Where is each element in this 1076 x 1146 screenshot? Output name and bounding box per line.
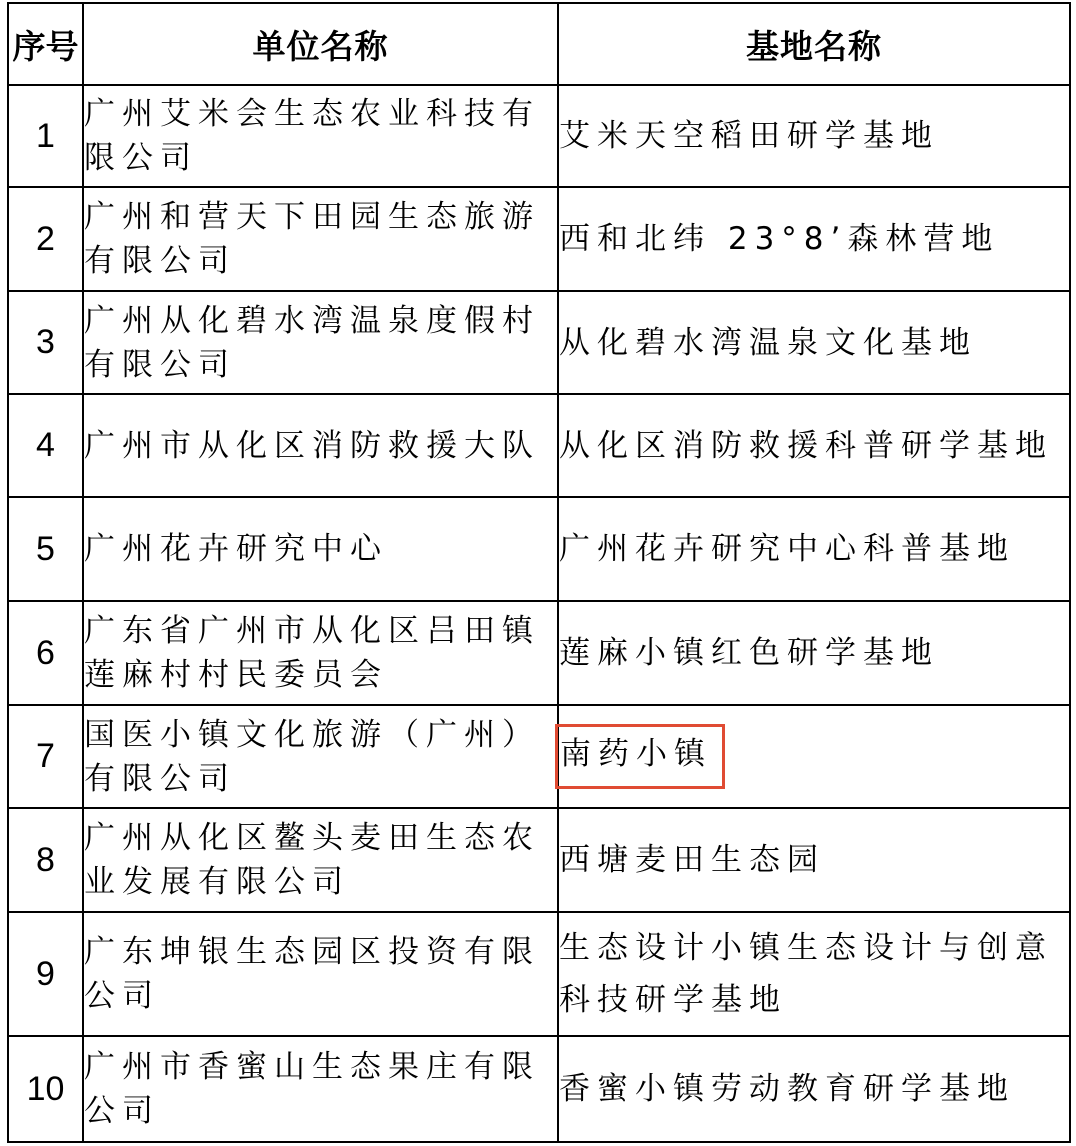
table-row <box>8 1036 1070 1142</box>
row-index: 4 <box>8 394 83 497</box>
row-unit-name: 广州市香蜜山生态果庄有限公司 <box>83 1036 558 1142</box>
table-row <box>8 808 1070 912</box>
row-base-name: 广州花卉研究中心科普基地 <box>558 497 1070 601</box>
row-index: 6 <box>8 601 83 705</box>
row-base-name: 从化区消防救援科普研学基地 <box>558 394 1070 497</box>
table-row <box>8 705 1070 808</box>
row-unit-name: 广东坤银生态园区投资有限公司 <box>83 912 558 1036</box>
row-index: 7 <box>8 705 83 808</box>
table-row <box>8 912 1070 1036</box>
row-base-name: 生态设计小镇生态设计与创意科技研学基地 <box>558 912 1070 1036</box>
row-index: 8 <box>8 808 83 912</box>
row-base-name: 莲麻小镇红色研学基地 <box>558 601 1070 705</box>
header-unit-name: 单位名称 <box>83 3 558 85</box>
row-base-name: 西塘麦田生态园 <box>558 808 1070 912</box>
row-base-name-cell <box>558 705 1070 808</box>
base-list-table <box>7 2 1071 1143</box>
table-row <box>8 291 1070 394</box>
row-base-name: 从化碧水湾温泉文化基地 <box>558 291 1070 394</box>
row-unit-name: 广州从化区鳌头麦田生态农业发展有限公司 <box>83 808 558 912</box>
row-index: 5 <box>8 497 83 601</box>
row-index: 9 <box>8 912 83 1036</box>
table-row <box>8 187 1070 291</box>
highlight-box <box>555 724 725 789</box>
table-row <box>8 85 1070 187</box>
row-unit-name: 广州市从化区消防救援大队 <box>83 394 558 497</box>
table-row <box>8 601 1070 705</box>
row-unit-name: 广东省广州市从化区吕田镇莲麻村村民委员会 <box>83 601 558 705</box>
row-base-name: 西和北纬 23°8’森林营地 <box>558 187 1070 291</box>
row-index: 3 <box>8 291 83 394</box>
row-index: 1 <box>8 85 83 187</box>
row-unit-name: 国医小镇文化旅游（广州）有限公司 <box>83 705 558 808</box>
table-row <box>8 394 1070 497</box>
row-base-name: 艾米天空稻田研学基地 <box>558 85 1070 187</box>
row-index: 10 <box>8 1036 83 1142</box>
header-index: 序号 <box>8 3 83 85</box>
row-unit-name: 广州和营天下田园生态旅游有限公司 <box>83 187 558 291</box>
table-row <box>8 497 1070 601</box>
row-index: 2 <box>8 187 83 291</box>
row-base-name: 南药小镇 <box>560 736 712 772</box>
header-base-name: 基地名称 <box>558 3 1070 85</box>
row-base-name: 香蜜小镇劳动教育研学基地 <box>558 1036 1070 1142</box>
row-unit-name: 广州从化碧水湾温泉度假村有限公司 <box>83 291 558 394</box>
row-unit-name: 广州花卉研究中心 <box>83 497 558 601</box>
row-unit-name: 广州艾米会生态农业科技有限公司 <box>83 85 558 187</box>
header-row <box>8 3 1070 85</box>
